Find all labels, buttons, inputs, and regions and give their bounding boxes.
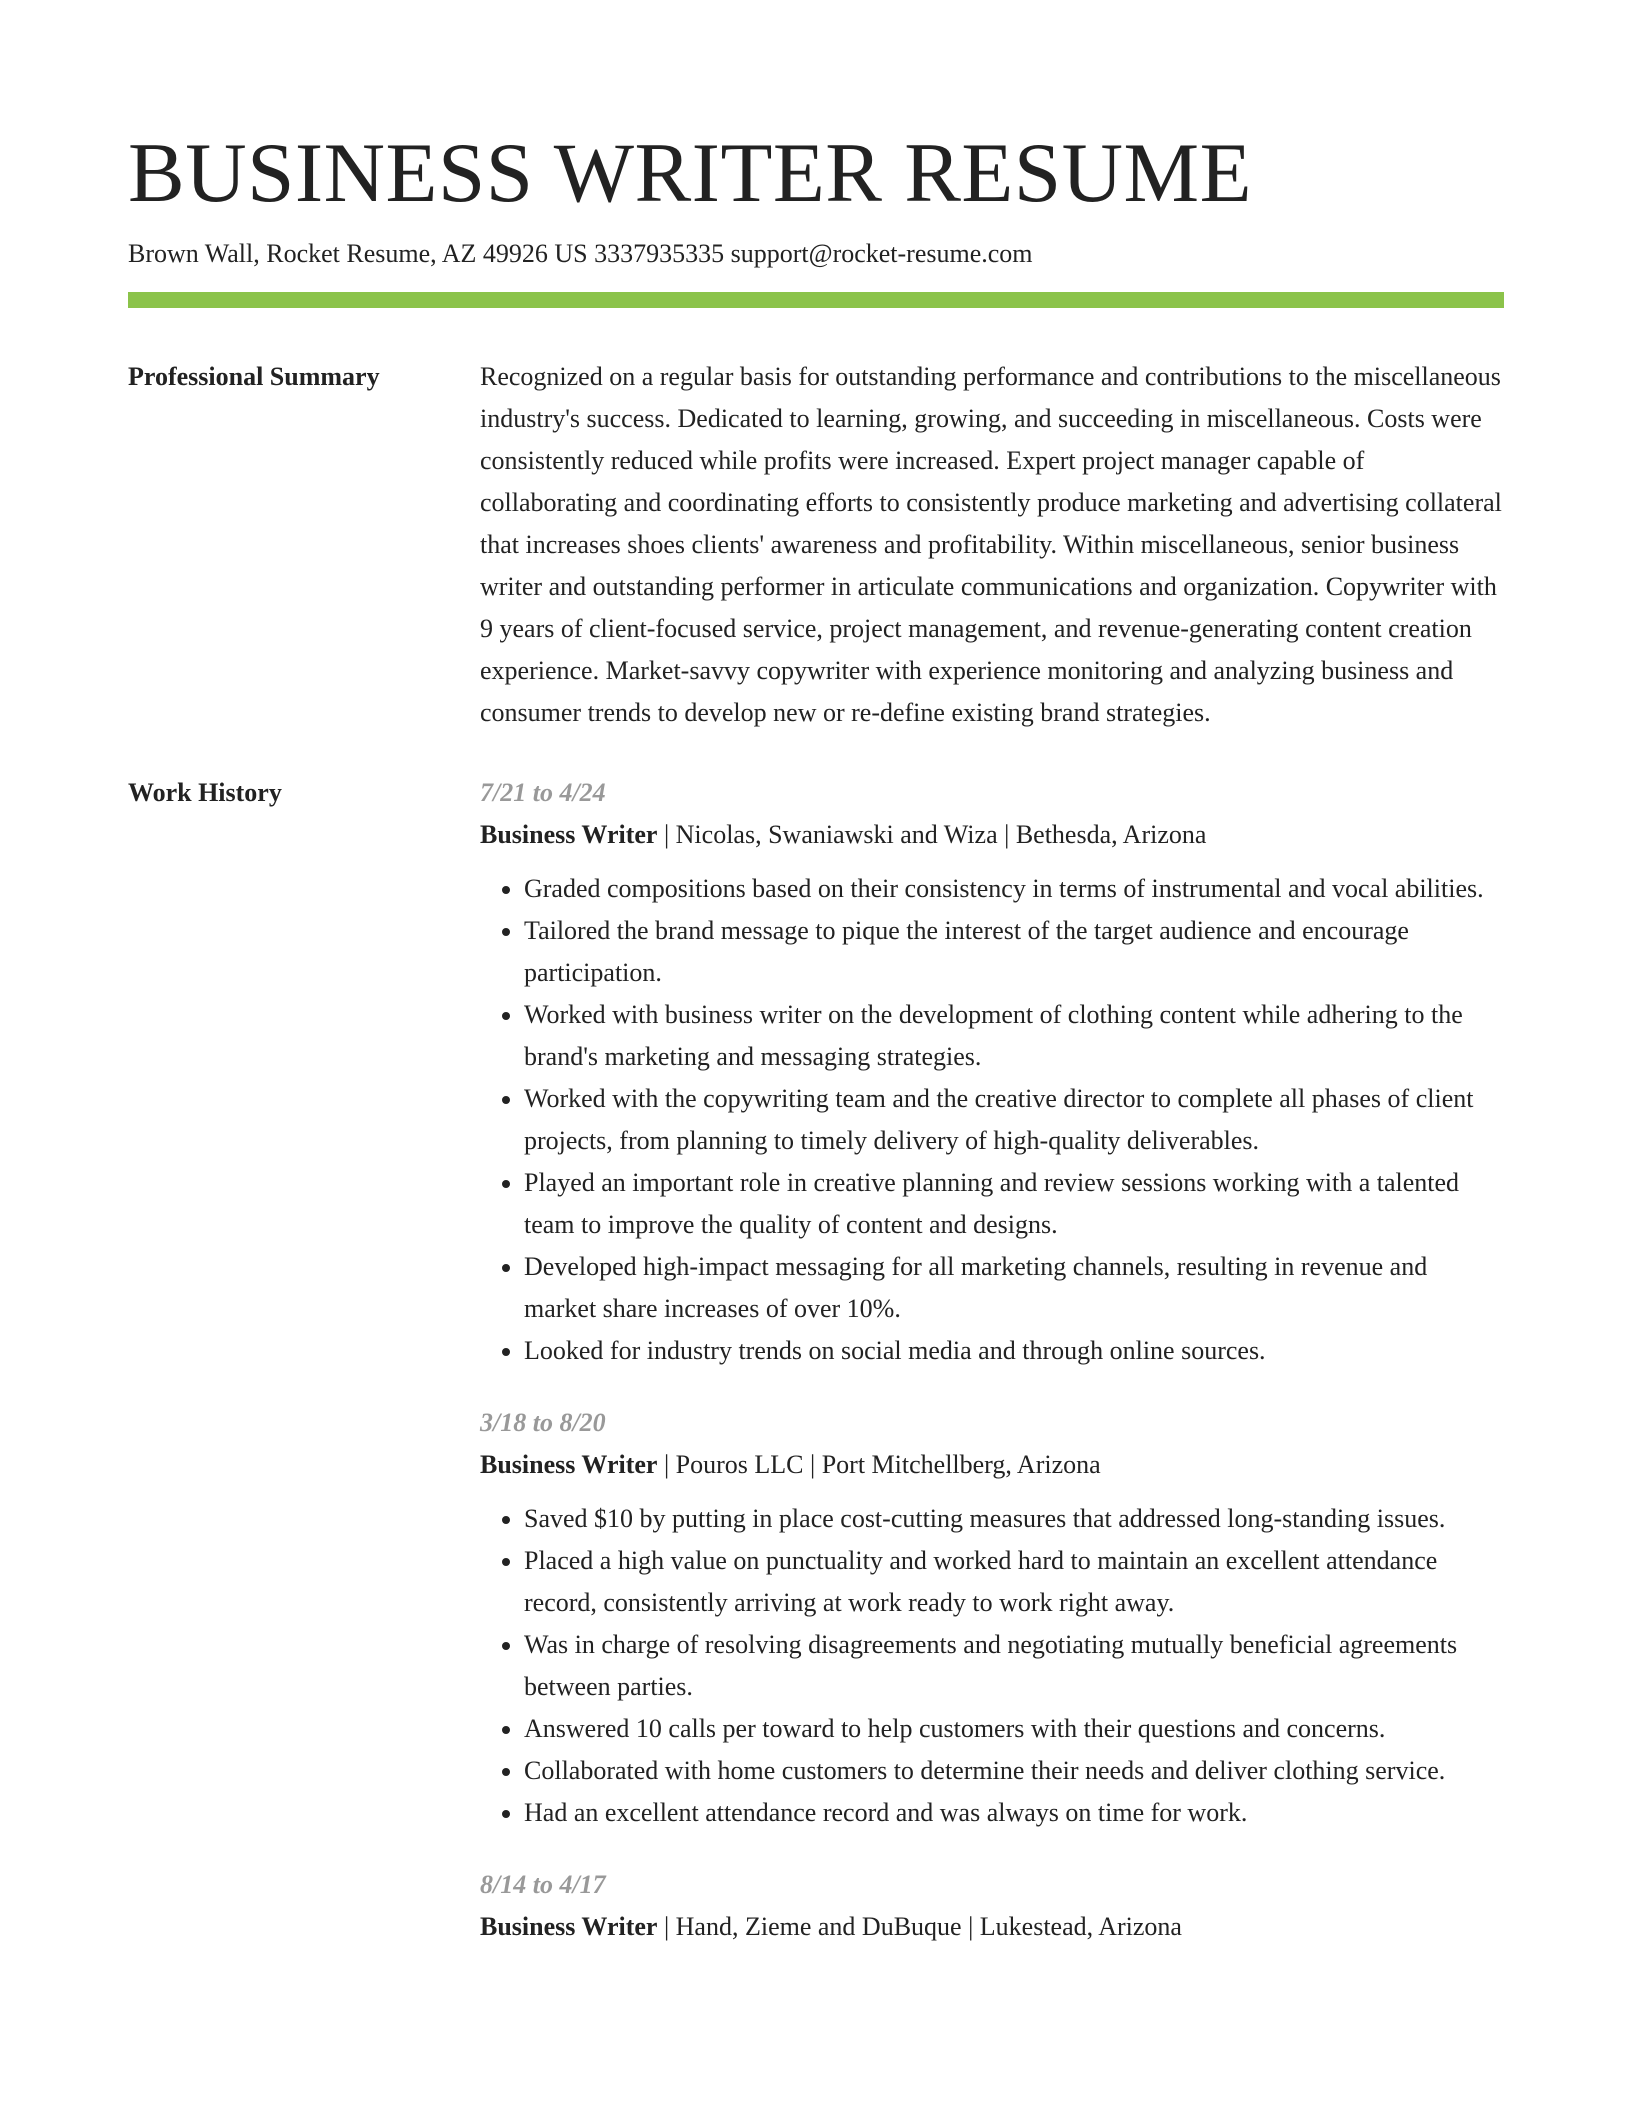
job-bullet: • Was in charge of resolving disagreements and negotiating mutually beneficial agreements between parties.: [524, 1624, 1504, 1708]
work-history-body: [480, 772, 1504, 1978]
job-bullet: • Had an excellent attendance record and was always on time for work.: [524, 1792, 1504, 1834]
job-bullet: • Played an important role in creative planning and review sessions working with a talented team to improve the quality of content and designs.: [524, 1162, 1504, 1246]
job-bullet: • Answered 10 calls per toward to help customers with their questions and concerns.: [524, 1708, 1504, 1750]
job-bullet: • Worked with business writer on the development of clothing content while adhering to the brand's marketing and messaging strategies.: [524, 994, 1504, 1078]
job-bullet-list: [480, 1498, 1504, 1834]
resume-title: BUSINESS WRITER RESUME: [128, 126, 1253, 220]
job-employer-location: | Hand, Zieme and DuBuque | Lukestead, Arizona: [657, 1912, 1182, 1941]
job-bullet: • Graded compositions based on their consistency in terms of instrumental and vocal abilities.: [524, 868, 1504, 910]
job-bullet: • Placed a high value on punctuality and worked hard to maintain an excellent attendance record, consistently arriving at work ready to work right away.: [524, 1540, 1504, 1624]
summary-text: Recognized on a regular basis for outstanding performance and contributions to the miscellaneous industry's success. Dedicated to learning, growing, and succeeding in miscellaneous. Costs were consistently reduced while profits were increased. Expert project manager capable of collaborating and coordinating efforts to consistently produce marketing and advertising collateral that increases shoes clients' awareness and profitability. Within miscellaneous, senior business writer and outstanding performer in articulate communications and organization. Copywriter with 9 years of client-focused service, project management, and revenue-generating content creation experience. Market-savvy copywriter with experience monitoring and analyzing business and consumer trends to develop new or re-define existing brand strategies.: [480, 362, 1502, 727]
job-employer-location: | Pouros LLC | Port Mitchellberg, Arizona: [657, 1450, 1101, 1479]
job-dates: 7/21 to 4/24: [480, 778, 606, 807]
job-entry: [480, 1402, 1504, 1834]
job-title: Business Writer: [480, 1450, 658, 1479]
job-bullet: • Saved $10 by putting in place cost-cutting measures that addressed long-standing issues.: [524, 1498, 1504, 1540]
job-dates: 3/18 to 8/20: [480, 1408, 606, 1437]
job-dates: 8/14 to 4/17: [480, 1870, 606, 1899]
job-title: Business Writer: [480, 1912, 658, 1941]
job-bullet: • Worked with the copywriting team and the creative director to complete all phases of client projects, from planning to timely delivery of high-quality deliverables.: [524, 1078, 1504, 1162]
job-bullet: • Looked for industry trends on social media and through online sources.: [524, 1330, 1504, 1372]
job-bullet: • Collaborated with home customers to determine their needs and deliver clothing service.: [524, 1750, 1504, 1792]
job-entry: [480, 772, 1504, 1372]
resume-page: [128, 118, 1504, 1978]
job-heading: [480, 814, 1504, 856]
job-heading: [480, 1444, 1504, 1486]
accent-divider: [128, 292, 1504, 308]
work-history-section: [128, 772, 1504, 1978]
job-heading: [480, 1906, 1504, 1948]
summary-body: [480, 356, 1504, 734]
job-bullet: • Developed high-impact messaging for all marketing channels, resulting in revenue and market share increases of over 10%.: [524, 1246, 1504, 1330]
job-bullet-list: [480, 868, 1504, 1372]
section-label-summary: Professional Summary: [128, 362, 380, 391]
section-label-work-history: Work History: [128, 778, 282, 807]
job-title: Business Writer: [480, 820, 658, 849]
job-bullet: • Tailored the brand message to pique the interest of the target audience and encourage participation.: [524, 910, 1504, 994]
summary-section: [128, 356, 1504, 734]
contact-line: Brown Wall, Rocket Resume, AZ 49926 US 3337935335 support@rocket-resume.com: [128, 239, 1033, 268]
job-employer-location: | Nicolas, Swaniawski and Wiza | Bethesda, Arizona: [657, 820, 1207, 849]
job-entry: [480, 1864, 1504, 1948]
